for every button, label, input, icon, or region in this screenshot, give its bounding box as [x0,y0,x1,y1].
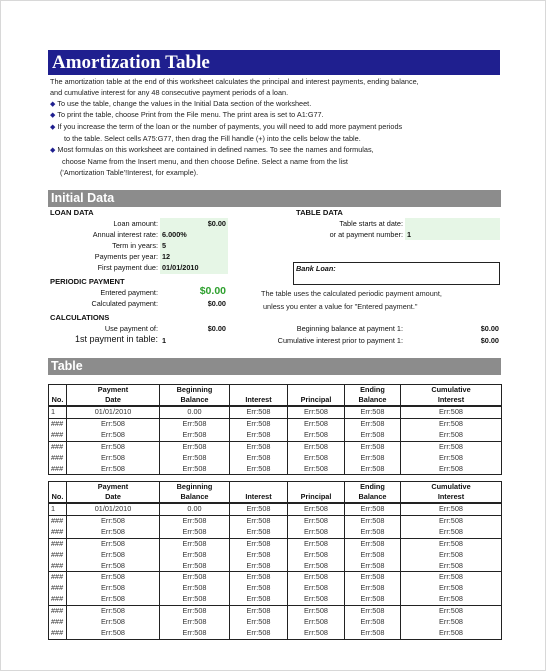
table-cell: ### [49,606,67,617]
table-cell: Err:508 [345,453,401,464]
table-cell: Err:508 [288,503,345,515]
first-payment-in-table-value: 1 [162,336,167,345]
column-header-top [49,385,67,396]
intro-bullet-text: To use the table, change the values in the Initial Data section of the worksheet. [57,99,312,108]
table-cell: Err:508 [345,617,401,628]
table-cell: Err:508 [160,617,230,628]
table-row [49,617,502,628]
table-cell: ### [49,441,67,452]
table-cell: Err:508 [401,503,502,515]
table-cell: Err:508 [345,406,401,418]
table-row [49,406,502,418]
table-cell: Err:508 [67,515,160,526]
table-cell: Err:508 [345,594,401,605]
column-header-top [288,385,345,396]
intro-bullet-text: Most formulas on this worksheet are contained in defined names. To see the names and formulas, [57,145,374,154]
table-cell: Err:508 [160,453,230,464]
column-header: Date [67,395,160,406]
table-cell: Err:508 [288,453,345,464]
table-cell: Err:508 [160,538,230,549]
table-cell: Err:508 [230,538,288,549]
table-cell: Err:508 [230,406,288,418]
table-row [49,583,502,594]
intro-bullet-text: If you increase the term of the loan or the number of payments, you will need to add more payment periods [57,122,403,131]
table-cell: Err:508 [67,572,160,583]
initial-data-header: Initial Data [48,190,501,207]
table-cell: 01/01/2010 [67,503,160,515]
table-cell: ### [49,617,67,628]
intro-bullet-4-cont-2: ('Amortization Table'!Interest, for example). [60,168,199,177]
table-row [49,515,502,526]
column-header-top: Beginning [160,385,230,396]
table-cell: Err:508 [401,617,502,628]
table-cell: Err:508 [288,550,345,561]
intro-bullet-2 [50,109,324,121]
table-cell: Err:508 [401,418,502,429]
column-header-top [230,385,288,396]
table-cell: Err:508 [288,606,345,617]
table-cell: Err:508 [401,606,502,617]
table-cell: Err:508 [160,430,230,441]
table-cell: Err:508 [345,538,401,549]
table-cell: Err:508 [67,418,160,429]
table-cell: Err:508 [345,628,401,639]
column-header: No. [49,492,67,503]
table-cell: Err:508 [160,628,230,639]
table-cell: Err:508 [160,550,230,561]
table-cell: Err:508 [288,418,345,429]
table-cell: ### [49,628,67,639]
column-header: Interest [230,395,288,406]
table-cell: Err:508 [401,453,502,464]
table-cell: ### [49,515,67,526]
table-cell: 1 [49,503,67,515]
periodic-note-1: The table uses the calculated periodic payment amount, [261,289,442,298]
column-header: Balance [160,492,230,503]
table-cell: Err:508 [288,617,345,628]
table-cell: Err:508 [401,561,502,572]
table-cell: Err:508 [230,550,288,561]
table-cell: Err:508 [67,441,160,452]
table-cell: Err:508 [67,453,160,464]
table-cell: ### [49,430,67,441]
table-cell: Err:508 [401,441,502,452]
first-payment-input[interactable]: 01/01/2010 [162,263,199,272]
loan-amount-input[interactable]: $0.00 [207,219,226,228]
table-row [49,628,502,639]
table-cell: Err:508 [160,527,230,538]
bank-loan-box [293,262,500,285]
table-cell: Err:508 [230,617,288,628]
table-cell: Err:508 [230,628,288,639]
table-cell: ### [49,572,67,583]
table-data-input-area [405,218,500,240]
table-cell: Err:508 [160,418,230,429]
table-cell: Err:508 [401,538,502,549]
bullet-icon: ◆ [50,101,56,108]
beginning-balance-label: Beginning balance at payment 1: [296,324,403,333]
table-cell: Err:508 [401,430,502,441]
bullet-icon: ◆ [50,112,56,119]
intro-bullet-3-cont: to the table. Select cells A75:G77, then drag the Fill handle (+) into the cells below the table. [64,134,361,143]
table-row [49,418,502,429]
table-row [49,464,502,475]
table-cell: Err:508 [288,628,345,639]
table-cell: Err:508 [401,515,502,526]
term-years-input[interactable]: 5 [162,241,167,250]
periodic-payment-label: PERIODIC PAYMENT [50,277,125,286]
table-cell: Err:508 [401,464,502,475]
column-header-top: Ending [345,482,401,493]
term-years-label: Term in years: [112,241,158,250]
first-payment-label: First payment due: [97,263,158,272]
table-cell: ### [49,561,67,572]
table-cell: Err:508 [345,430,401,441]
table-cell: Err:508 [288,583,345,594]
table-cell: ### [49,538,67,549]
entered-payment-input[interactable]: $0.00 [199,285,226,297]
table-cell: Err:508 [67,617,160,628]
table-section-header: Table [48,358,501,375]
table-cell: Err:508 [288,515,345,526]
calculations-label: CALCULATIONS [50,313,110,322]
column-header: Balance [160,395,230,406]
table-cell: Err:508 [67,527,160,538]
table-row [49,503,502,515]
table-cell: Err:508 [67,538,160,549]
table-cell: Err:508 [345,527,401,538]
table-row [49,538,502,549]
column-header: No. [49,395,67,406]
beginning-balance-value: $0.00 [480,324,499,333]
table-cell: Err:508 [288,441,345,452]
table-cell: Err:508 [288,538,345,549]
table-cell: Err:508 [160,441,230,452]
table-cell: Err:508 [160,561,230,572]
table-cell: 1 [49,406,67,418]
table-cell: Err:508 [230,594,288,605]
calculated-payment-value: $0.00 [207,299,226,308]
use-payment-label: Use payment of: [104,324,158,333]
table-row [49,561,502,572]
column-header-top: Payment [67,385,160,396]
intro-bullet-4 [50,144,374,156]
table-cell: Err:508 [345,572,401,583]
table-cell: Err:508 [288,572,345,583]
table-cell: Err:508 [401,594,502,605]
intro-bullet-text: To print the table, choose Print from the File menu. The print area is set to A1:G77. [57,110,324,119]
intro-line-1: The amortization table at the end of this worksheet calculates the principal and interest payments, ending balance, [50,77,419,86]
entered-payment-label: Entered payment: [100,288,158,297]
table-cell: Err:508 [160,583,230,594]
column-header: Principal [288,395,345,406]
column-header-top [288,482,345,493]
table-row [49,594,502,605]
payment-number-label: or at payment number: [329,230,403,239]
periodic-note-2: unless you enter a value for "Entered payment." [263,302,418,311]
cumulative-interest-prior-value: $0.00 [480,336,499,345]
table-cell: Err:508 [230,572,288,583]
table-cell: Err:508 [345,583,401,594]
intro-bullet-3 [50,121,402,133]
intro-bullet-4-cont-1: choose Name from the Insert menu, and then choose Define. Select a name from the list [62,157,348,166]
payments-per-year-label: Payments per year: [94,252,158,261]
table-cell: Err:508 [67,628,160,639]
table-cell: Err:508 [230,527,288,538]
table-cell: Err:508 [345,606,401,617]
table-cell: Err:508 [288,464,345,475]
table-cell: Err:508 [345,464,401,475]
table-cell: ### [49,453,67,464]
loan-amount-label: Loan amount: [113,219,158,228]
page-title: Amortization Table [48,50,500,75]
table-cell: ### [49,583,67,594]
table-cell: Err:508 [401,550,502,561]
table-cell: Err:508 [401,527,502,538]
table-cell: Err:508 [230,441,288,452]
table-cell: Err:508 [160,515,230,526]
table-cell: Err:508 [288,406,345,418]
table-cell: Err:508 [160,594,230,605]
table-data-label: TABLE DATA [296,208,343,217]
table-cell: Err:508 [345,503,401,515]
table-cell: Err:508 [160,606,230,617]
table-cell: Err:508 [230,464,288,475]
table-cell: Err:508 [67,550,160,561]
table-cell: ### [49,464,67,475]
table-cell: Err:508 [67,430,160,441]
table-row [49,453,502,464]
table-cell: Err:508 [345,561,401,572]
column-header-top: Beginning [160,482,230,493]
table-cell: ### [49,527,67,538]
table-cell: Err:508 [67,606,160,617]
column-header: Interest [230,492,288,503]
table-cell: 01/01/2010 [67,406,160,418]
table-cell: ### [49,418,67,429]
column-header: Balance [345,395,401,406]
table-cell: Err:508 [401,572,502,583]
table-cell: Err:508 [160,572,230,583]
table-cell: ### [49,594,67,605]
table-row [49,550,502,561]
cumulative-interest-prior-label: Cumulative interest prior to payment 1: [277,336,403,345]
payment-number-input[interactable]: 1 [407,230,412,239]
intro-line-2: and cumulative interest for any 48 consecutive payment periods of a loan. [50,88,289,97]
table-cell: Err:508 [288,561,345,572]
table-cell: Err:508 [230,583,288,594]
table-cell: Err:508 [67,561,160,572]
table-cell: Err:508 [160,464,230,475]
column-header-top: Cumulative [401,482,502,493]
column-header-top [230,482,288,493]
column-header-top: Cumulative [401,385,502,396]
payments-per-year-input[interactable]: 12 [162,252,171,261]
table-cell: Err:508 [288,594,345,605]
bullet-icon: ◆ [50,124,56,131]
table-cell: Err:508 [401,406,502,418]
table-cell: Err:508 [401,628,502,639]
table-cell: Err:508 [67,464,160,475]
table-cell: Err:508 [345,515,401,526]
column-header: Interest [401,492,502,503]
table-cell: 0.00 [160,503,230,515]
column-header: Principal [288,492,345,503]
table-cell: Err:508 [345,550,401,561]
column-header: Interest [401,395,502,406]
table-row [49,572,502,583]
loan-data-label: LOAN DATA [50,208,94,217]
table-starts-label: Table starts at date: [339,219,403,228]
table-cell: Err:508 [401,583,502,594]
column-header: Date [67,492,160,503]
table-cell: Err:508 [230,503,288,515]
column-header-top [49,482,67,493]
table-cell: Err:508 [230,453,288,464]
table-cell: Err:508 [230,515,288,526]
bank-loan-label: Bank Loan: [296,264,336,273]
table-cell: Err:508 [67,594,160,605]
table-cell: 0.00 [160,406,230,418]
table-cell: Err:508 [345,441,401,452]
table-cell: ### [49,550,67,561]
table-cell: Err:508 [230,606,288,617]
amortization-table-1 [48,384,502,475]
column-header-top: Ending [345,385,401,396]
table-row [49,430,502,441]
amortization-table-2 [48,481,502,640]
table-row [49,606,502,617]
table-cell: Err:508 [67,583,160,594]
bullet-icon: ◆ [50,147,56,154]
calculated-payment-label: Calculated payment: [91,299,158,308]
table-row [49,527,502,538]
table-cell: Err:508 [288,430,345,441]
table-cell: Err:508 [230,561,288,572]
table-cell: Err:508 [288,527,345,538]
table-row [49,441,502,452]
first-payment-in-table-label: 1st payment in table: [74,334,158,344]
interest-rate-label: Annual interest rate: [92,230,158,239]
table-cell: Err:508 [230,430,288,441]
column-header: Balance [345,492,401,503]
use-payment-value: $0.00 [207,324,226,333]
column-header-top: Payment [67,482,160,493]
table-cell: Err:508 [230,418,288,429]
table-cell: Err:508 [345,418,401,429]
interest-rate-input[interactable]: 6.000% [162,230,187,239]
